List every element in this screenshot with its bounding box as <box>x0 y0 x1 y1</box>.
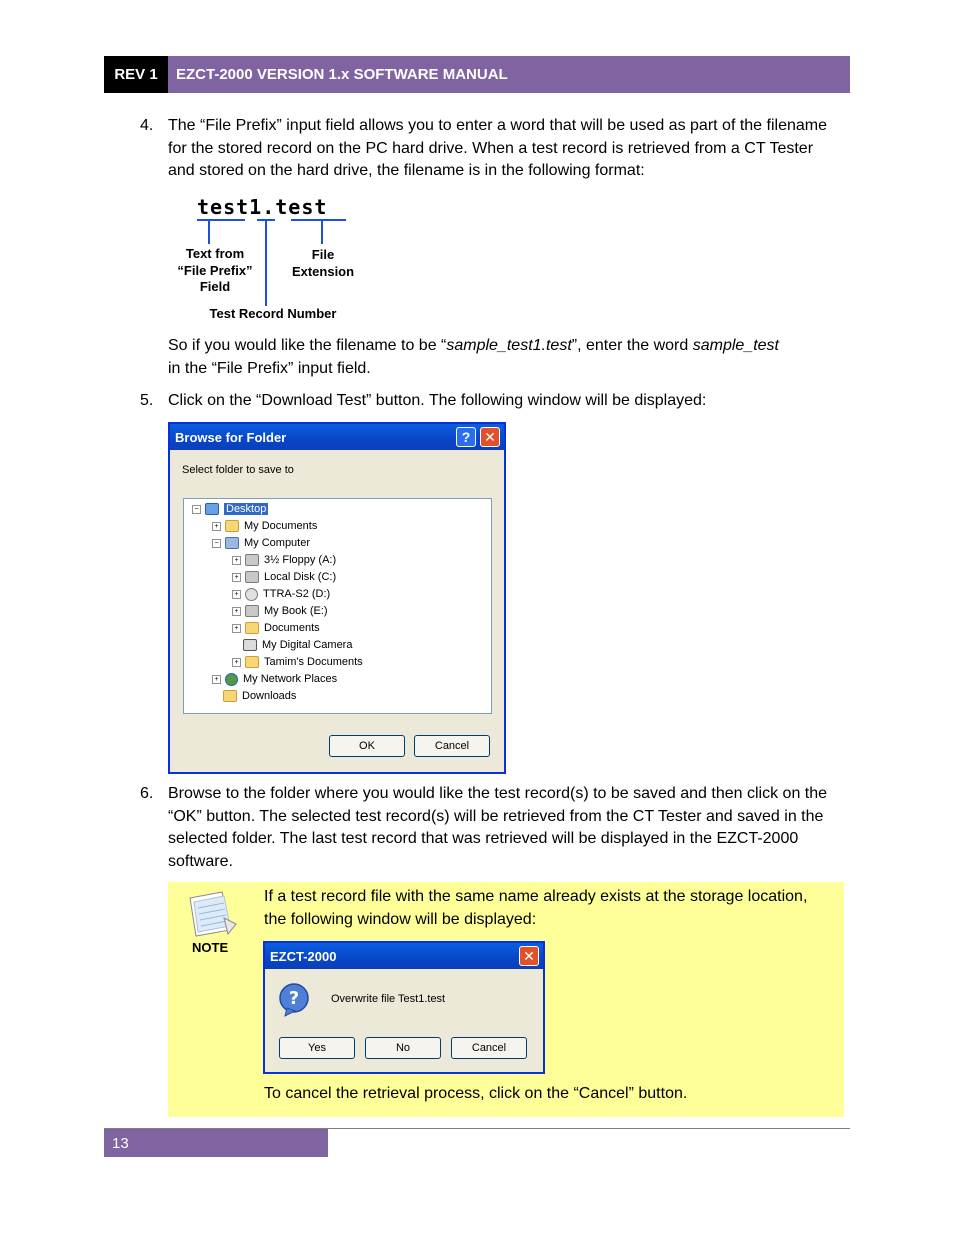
cancel-button[interactable]: Cancel <box>414 735 490 757</box>
expand-icon[interactable]: + <box>232 607 241 616</box>
expand-icon[interactable]: + <box>232 658 241 667</box>
tree-item-floppy[interactable]: + 3½ Floppy (A:) <box>232 552 336 568</box>
folder-tree[interactable] <box>183 498 492 714</box>
collapse-icon[interactable]: − <box>212 539 221 548</box>
tree-item-documents[interactable]: + Documents <box>232 620 320 636</box>
overwrite-dialog-title: EZCT-2000 <box>270 948 337 964</box>
revision-label: REV 1 <box>104 56 168 93</box>
page-header <box>104 56 850 93</box>
manual-title: EZCT-2000 VERSION 1.x SOFTWARE MANUAL <box>168 56 850 93</box>
expand-icon[interactable]: + <box>212 675 221 684</box>
tree-item-local-disk[interactable]: + Local Disk (C:) <box>232 569 336 585</box>
svg-text:?: ? <box>288 988 300 1009</box>
note-box <box>168 882 844 1117</box>
browse-prompt: Select folder to save to <box>182 464 294 476</box>
tree-item-tamims-documents[interactable]: + Tamim's Documents <box>232 654 363 670</box>
tree-item-my-book[interactable]: + My Book (E:) <box>232 603 328 619</box>
filename-diagram <box>170 192 370 327</box>
expand-icon[interactable]: + <box>232 590 241 599</box>
diagram-filename: test1.test <box>197 195 328 219</box>
tree-item-desktop[interactable]: − Desktop <box>192 501 268 517</box>
tree-item-my-computer[interactable]: − My Computer <box>212 535 310 551</box>
yes-button[interactable]: Yes <box>279 1037 355 1059</box>
note-text-1: If a test record file with the same name already exists at the storage location, the following window will be displayed: <box>264 888 808 928</box>
note-text-2: To cancel the retrieval process, click on the “Cancel” button. <box>264 1085 688 1102</box>
folder-icon <box>225 520 239 532</box>
overwrite-dialog-titlebar <box>265 943 543 969</box>
tree-item-ttra-s2[interactable]: + TTRA-S2 (D:) <box>232 586 330 602</box>
step-4-text: The “File Prefix” input field allows you to enter a word that will be used as part of the filename for the stored record on the PC hard drive. When a test record is retrieved from a CT Tester and stored on the hard drive, the filename is in the following format: <box>168 117 827 180</box>
close-icon[interactable]: ✕ <box>519 946 539 966</box>
step-5-text: Click on the “Download Test” button. The following window will be displayed: <box>168 392 707 409</box>
desktop-icon <box>205 503 219 515</box>
record-number-label: Test Record Number <box>209 306 337 321</box>
ok-button[interactable]: OK <box>329 735 405 757</box>
camera-icon <box>243 639 257 651</box>
note-label: NOTE <box>192 940 229 955</box>
hard-drive-icon <box>245 605 259 617</box>
example-text: So if you would like the filename to be “sample_test1.test”, enter the word sample_test in the “File Prefix” input field. <box>168 337 779 377</box>
browse-folder-dialog <box>168 422 506 774</box>
step-6-text: Browse to the folder where you would like the test record(s) to be saved and then click on the “OK” button. The selected test record(s) will be retrieved from the CT Tester and saved in the selected folder. The last test record that was retrieved will be displayed in the EZCT-2000 software. <box>168 785 828 870</box>
overwrite-dialog <box>263 941 545 1074</box>
browse-dialog-title: Browse for Folder <box>175 429 287 445</box>
tree-item-downloads[interactable]: Downloads <box>223 688 296 704</box>
hard-drive-icon <box>245 571 259 583</box>
no-button[interactable]: No <box>365 1037 441 1059</box>
computer-icon <box>225 537 239 549</box>
help-icon[interactable]: ? <box>456 427 476 447</box>
step-4-number: 4. <box>140 117 154 134</box>
step-5-number: 5. <box>140 392 154 409</box>
folder-icon <box>245 622 259 634</box>
expand-icon[interactable]: + <box>232 573 241 582</box>
tree-item-my-documents[interactable]: + My Documents <box>212 518 317 534</box>
tree-item-my-network-places[interactable]: + My Network Places <box>212 671 337 687</box>
folder-icon <box>245 656 259 668</box>
expand-icon[interactable]: + <box>232 624 241 633</box>
collapse-icon[interactable]: − <box>192 505 201 514</box>
extension-label: File Extension <box>291 247 355 279</box>
expand-icon[interactable]: + <box>232 556 241 565</box>
expand-icon[interactable]: + <box>212 522 221 531</box>
tree-item-my-digital-camera[interactable]: My Digital Camera <box>243 637 352 653</box>
browse-dialog-titlebar <box>170 424 504 450</box>
folder-icon <box>223 690 237 702</box>
notepad-icon <box>184 890 240 940</box>
cd-drive-icon <box>245 588 258 601</box>
floppy-icon <box>245 554 259 566</box>
close-icon[interactable]: ✕ <box>480 427 500 447</box>
page-number: 13 <box>104 1129 328 1157</box>
question-icon <box>277 982 313 1018</box>
network-icon <box>225 673 238 686</box>
overwrite-message: Overwrite file Test1.test <box>331 993 446 1005</box>
prefix-label: Text from “File Prefix” Field <box>177 246 253 294</box>
cancel-button[interactable]: Cancel <box>451 1037 527 1059</box>
step-6-number: 6. <box>140 785 154 802</box>
